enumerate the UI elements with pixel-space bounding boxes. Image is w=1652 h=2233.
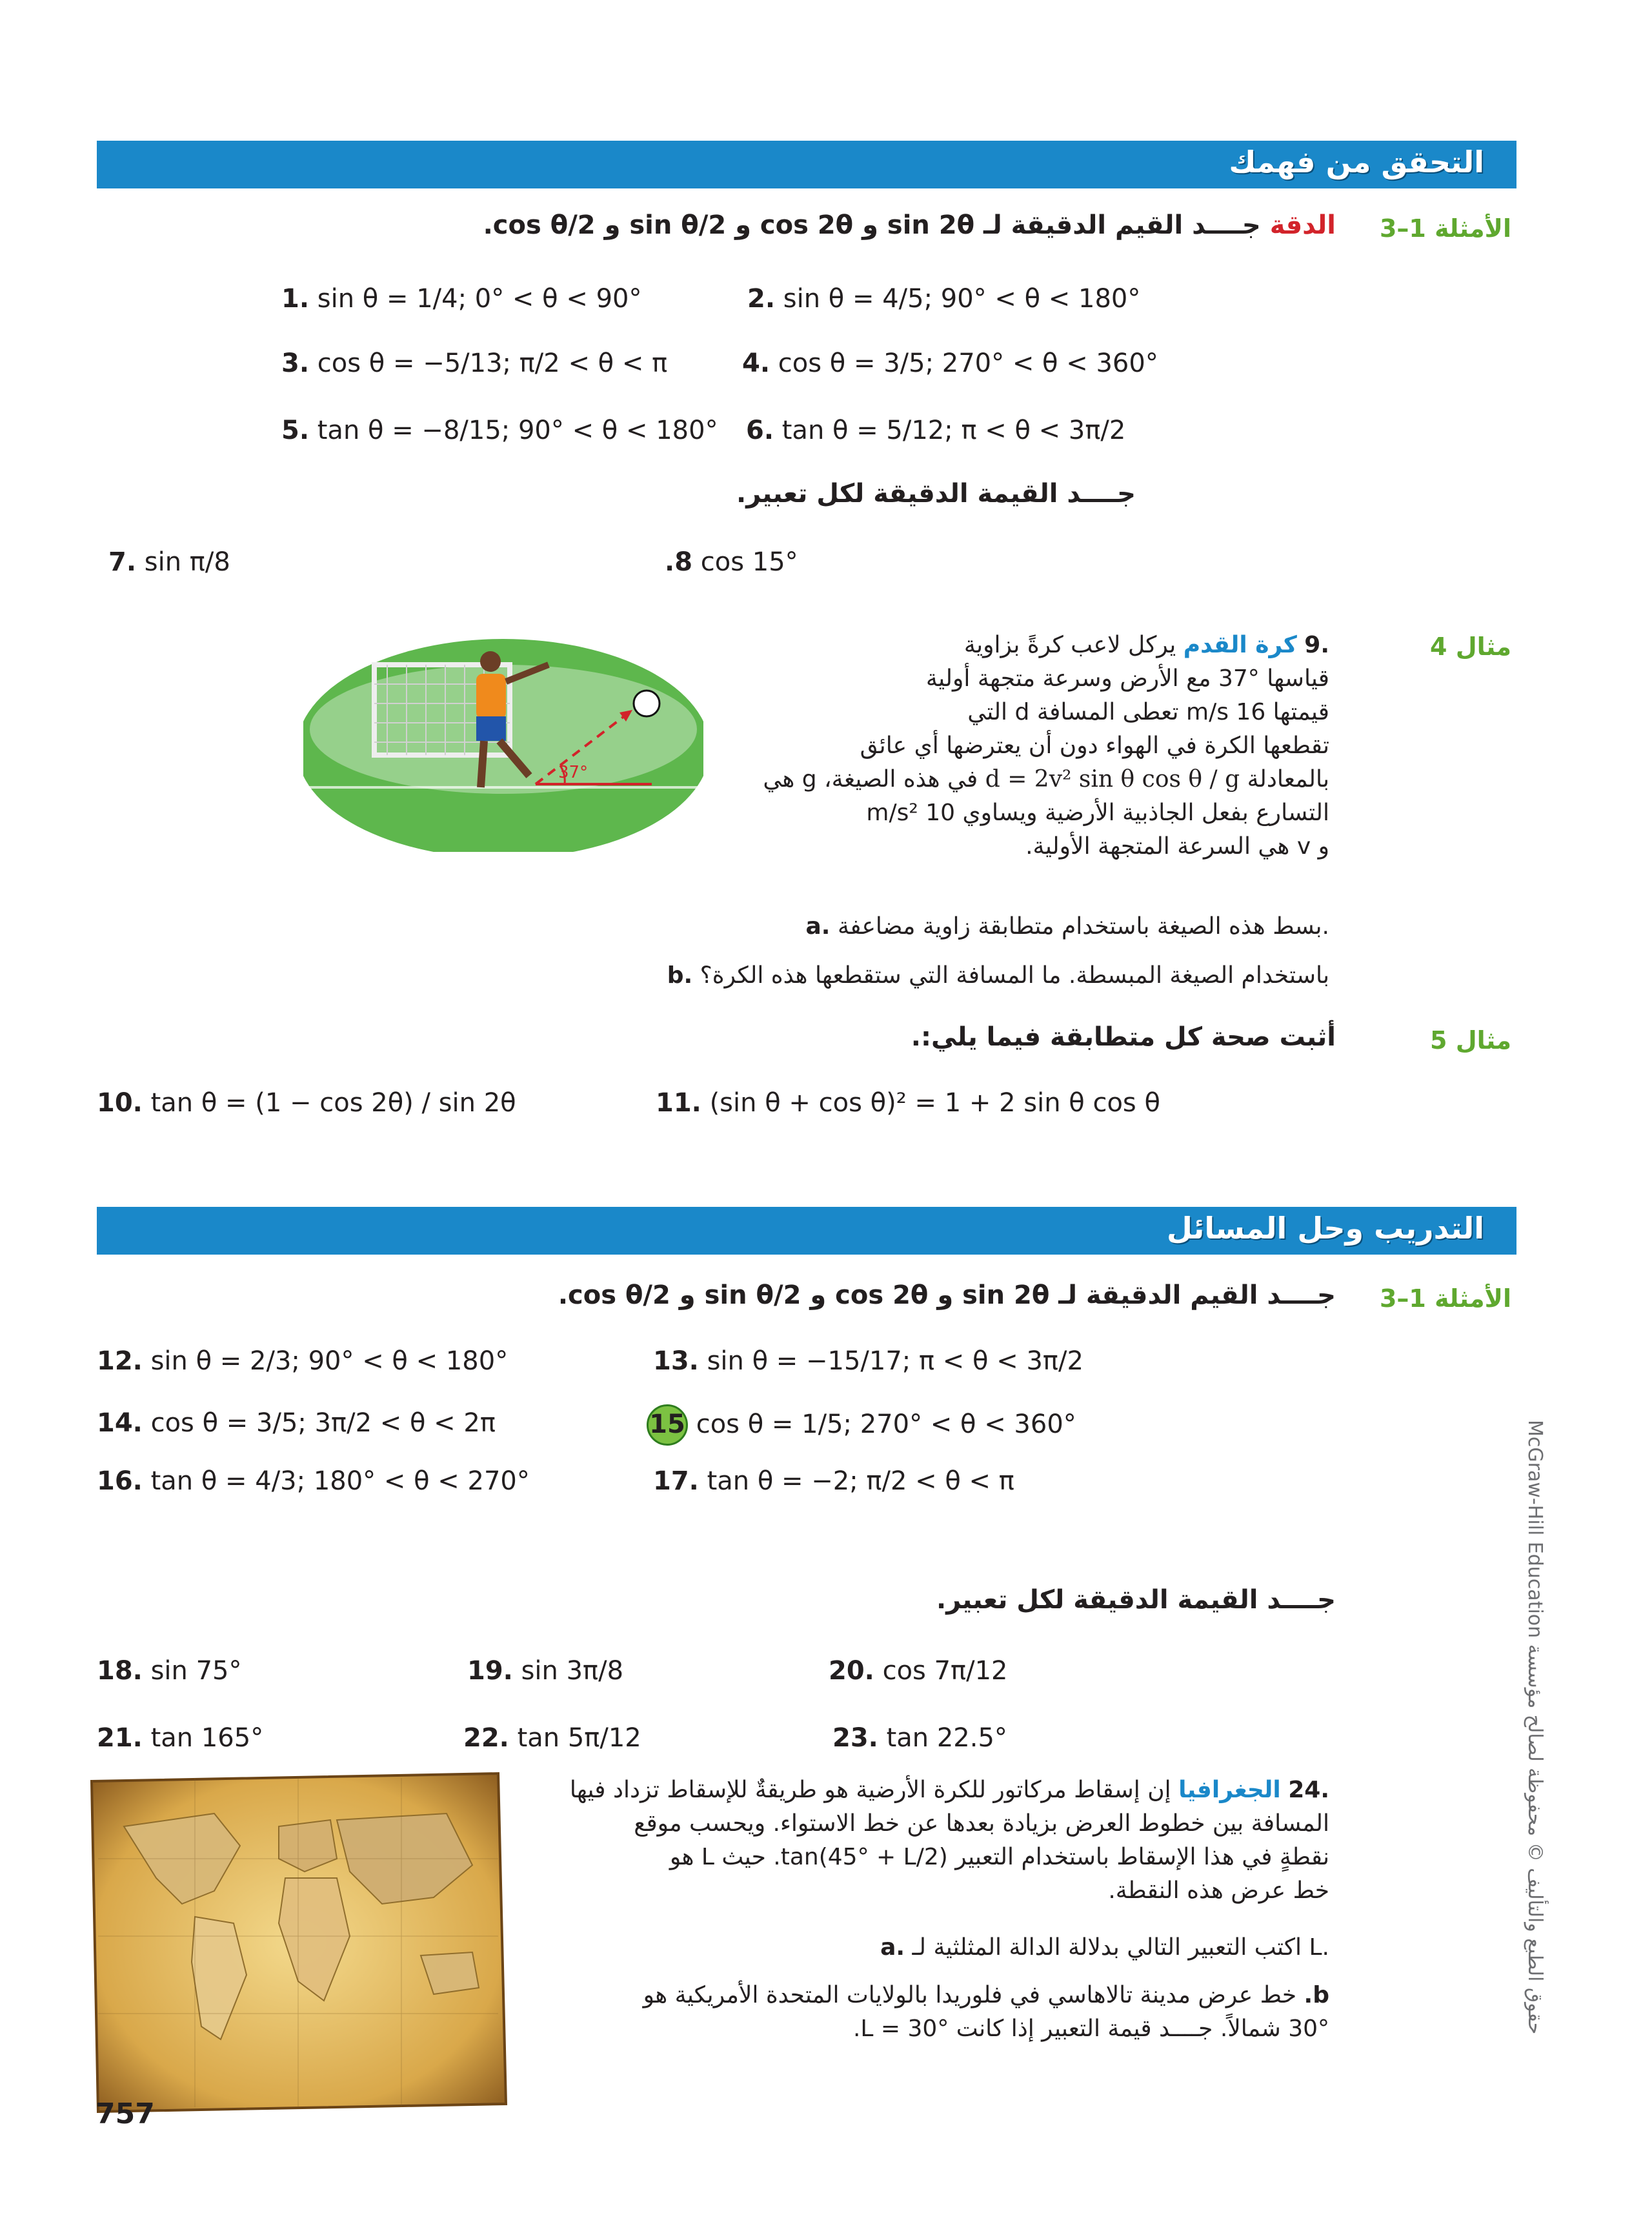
- angle-label: 37°: [558, 763, 589, 782]
- instruction-text: جــــد القيم الدقيقة لـ sin 2θ و cos 2θ و sin θ/2 و cos θ/2.: [483, 210, 1261, 240]
- exercise-2: 2. sin θ = 4/5; 90° < θ < 180°: [747, 284, 1141, 314]
- instruction-2: جــــد القيمة الدقيقة لكل تعبير.: [736, 479, 1136, 509]
- exercise-15: 15 cos θ = 1/5; 270° < θ < 360°: [647, 1404, 1076, 1446]
- example-4-ref: مثال 4: [1430, 632, 1511, 661]
- geography-part-a: a. اكتب التعبير التالي بدلالة الدالة المثلثية لـ L.: [880, 1934, 1329, 1961]
- practice-examples-ref: الأمثلة 1–3: [1379, 1284, 1511, 1313]
- examples-ref: الأمثلة 1–3: [1379, 214, 1511, 243]
- exercise-12: 12. sin θ = 2/3; 90° < θ < 180°: [97, 1346, 509, 1376]
- soccer-part-a: a. بسط هذه الصيغة باستخدام متطابقة زاوية مضاعفة.: [805, 913, 1329, 940]
- exercise-3: 3. cos θ = −5/13; π/2 < θ < π: [281, 349, 668, 378]
- soccer-part-b: b. باستخدام الصيغة المبسطة. ما المسافة التي ستقطعها هذه الكرة؟: [667, 962, 1329, 989]
- exercise-4: 4. cos θ = 3/5; 270° < θ < 360°: [742, 349, 1158, 378]
- exercise-13: 13. sin θ = −15/17; π < θ < 3π/2: [653, 1346, 1083, 1376]
- soccer-ball-icon: [634, 691, 660, 716]
- example-5-ref: مثال 5: [1430, 1026, 1511, 1055]
- exercise-8: .8 cos 15°: [665, 547, 798, 577]
- geography-part-b: b. خط عرض مدينة تالاهاسي في فلوريدا بالولايات المتحدة الأمريكية هو 30° شمالاً. جــــد قيمة التعبير إذا كانت L = 30°.: [643, 1982, 1329, 2042]
- practice-instruction: جــــد القيم الدقيقة لـ sin 2θ و cos 2θ و sin θ/2 و cos θ/2.: [558, 1280, 1336, 1310]
- soccer-illustration: [303, 632, 703, 852]
- world-map-illustration: [85, 1768, 511, 2117]
- exercise-16: 16. tan θ = 4/3; 180° < θ < 270°: [97, 1466, 530, 1496]
- geography-problem: .24 الجغرافيا إن إسقاط مركاتور للكرة الأرضية هو طريقةٌ للإسقاط تزداد فيها المسافة بين خطوط العرض بزيادة بعدها عن خط الاستواء. ويحسب موقع نقطةٍ في هذا الإسقاط باستخدام التعبير tan(45° + L/2). حيث L هو خط عرض هذه النقطة.: [569, 1777, 1329, 1904]
- prove-instruction: أثبت صحة كل متطابقة فيما يلي:.: [911, 1022, 1336, 1052]
- player-shirt: [476, 674, 506, 719]
- exercise-18: 18. sin 75°: [97, 1656, 242, 1686]
- exercise-14: 14. cos θ = 3/5; 3π/2 < θ < 2π: [97, 1408, 496, 1438]
- distance-formula: d = 2v² sin θ cos θ / g: [985, 766, 1240, 793]
- copyright-credit: حقوق الطبع والتأليف © محفوظة لصالح مؤسسة McGraw-Hill Education: [1524, 1420, 1546, 2035]
- section-band-practice: [97, 1207, 1516, 1255]
- exercise-19: 19. sin 3π/8: [467, 1656, 624, 1686]
- practice-instruction-2: جــــد القيمة الدقيقة لكل تعبير.: [936, 1585, 1336, 1615]
- exercise-5: 5. tan θ = −8/15; 90° < θ < 180°: [281, 416, 718, 445]
- instruction: [483, 210, 1336, 240]
- section-band-check: [97, 141, 1516, 188]
- label-precision: الدقة: [1269, 210, 1336, 240]
- exercise-22: 22. tan 5π/12: [463, 1723, 641, 1753]
- exercise-10: 10. tan θ = (1 − cos 2θ) / sin 2θ: [97, 1088, 516, 1118]
- section-title: التحقق من فهمك: [1229, 145, 1484, 179]
- exercise-23: 23. tan 22.5°: [832, 1723, 1007, 1753]
- soccer-problem: .9 كرة القدم يركل لاعب كرةً بزاوية قياسها °37 مع الأرض وسرعة متجهة أولية قيمتها 16 m/s تعطى المسافة d التي تقطعها الكرة في الهواء دون أن يعترضها أي عائق بالمعادلة d = 2v² sin θ cos θ / g في هذه الصيغة، g هي التسارع بفعل الجاذبية الأرضية ويساوي 10 m/s² و v هي السرعة المتجهة الأولية.: [763, 632, 1329, 860]
- exercise-1: 1. sin θ = 1/4; 0° < θ < 90°: [281, 284, 642, 314]
- section-title-practice: التدريب وحل المسائل: [1167, 1211, 1484, 1246]
- exercise-21: 21. tan 165°: [97, 1723, 264, 1753]
- exercise-6: 6. tan θ = 5/12; π < θ < 3π/2: [746, 416, 1126, 445]
- page-number: 757: [96, 2097, 155, 2130]
- exercise-7: 7. sin π/8: [108, 547, 230, 577]
- player-head: [480, 651, 501, 672]
- exercise-11: 11. (sin θ + cos θ)² = 1 + 2 sin θ cos θ: [656, 1088, 1160, 1118]
- exercise-17: 17. tan θ = −2; π/2 < θ < π: [653, 1466, 1014, 1496]
- highlight-circle: 15: [647, 1404, 688, 1446]
- exercise-20: 20. cos 7π/12: [829, 1656, 1008, 1686]
